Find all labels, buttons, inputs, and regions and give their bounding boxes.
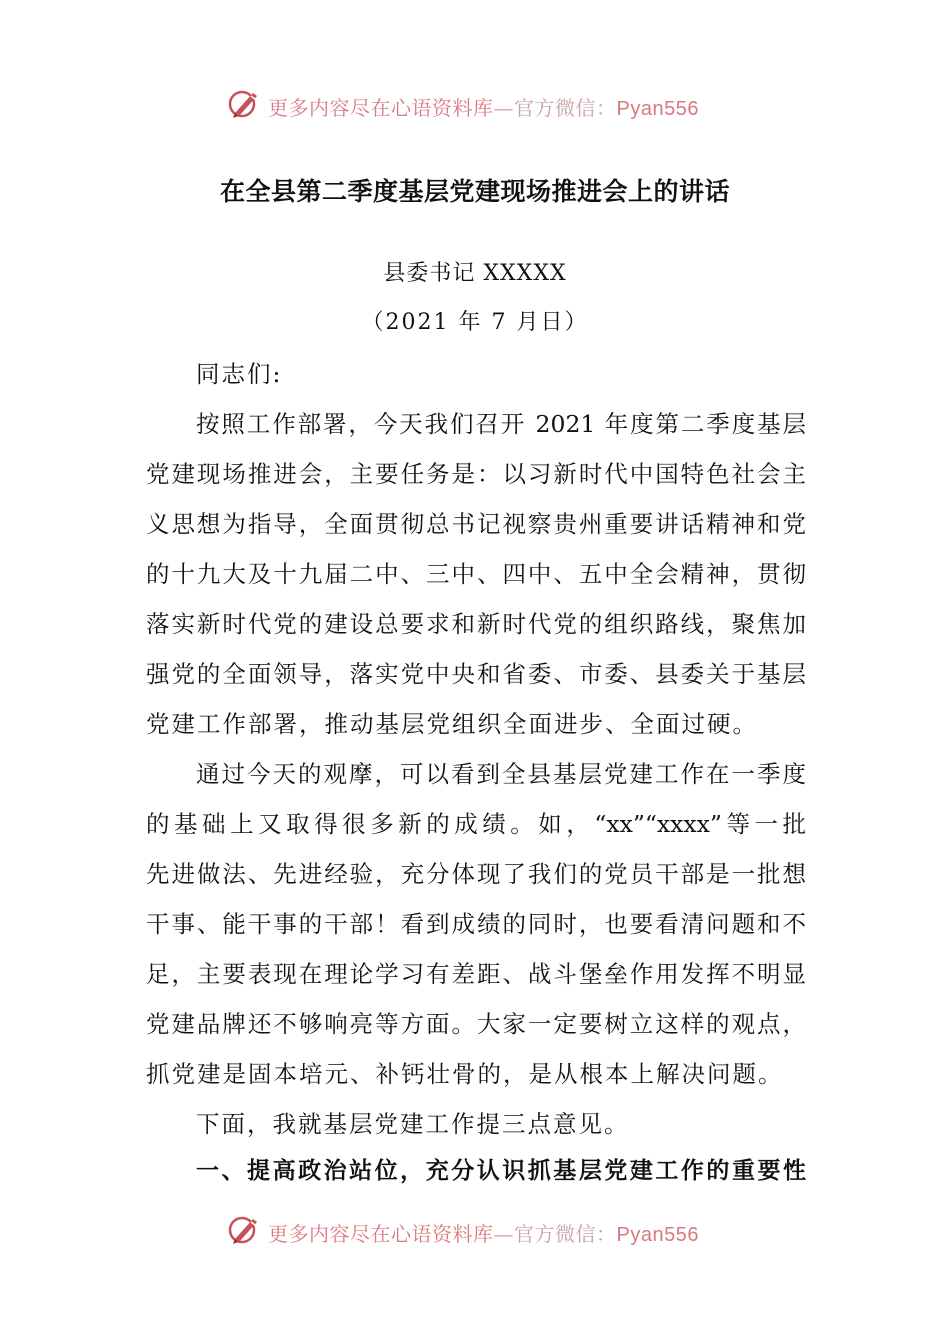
paragraph-line: 足，主要表现在理论学习有差距、战斗堡垒作用发挥不明显 <box>146 960 806 988</box>
paragraph-line: 强党的全面领导，落实党中央和省委、市委、县委关于基层 <box>146 660 806 688</box>
document-author: 县委书记 XXXXX <box>383 261 567 286</box>
paragraph-line: 抓党建是固本培元、补钙壮骨的，是从根本上解决问题。 <box>146 1060 784 1088</box>
watermark-separator: — <box>493 96 514 120</box>
salutation: 同志们: <box>196 360 283 388</box>
paragraph-line: 下面，我就基层党建工作提三点意见。 <box>196 1110 630 1138</box>
paragraph-line: 义思想为指导，全面贯彻总书记视察贵州重要讲话精神和党 <box>146 510 806 538</box>
watermark-wechat-label: 官方微信： <box>514 1222 617 1246</box>
watermark-text <box>268 1218 699 1247</box>
watermark-wechat-id: Pyan556 <box>616 98 699 120</box>
watermark-wechat-label: 官方微信： <box>514 96 617 120</box>
paragraph-line: 的基础上又取得很多新的成绩。如，“xx”“xxxx”等一批 <box>146 810 806 838</box>
paragraph-line: 党建品牌还不够响亮等方面。大家一定要树立这样的观点， <box>146 1010 806 1038</box>
paragraph-line: 先进做法、先进经验，充分体现了我们的党员干部是一批想 <box>146 860 806 888</box>
document-date: （2021 年 7 月日） <box>361 310 589 335</box>
watermark-banner-bottom <box>0 1212 950 1252</box>
watermark-separator: — <box>493 1222 514 1246</box>
watermark-label: 更多内容尽在心语资料库 <box>268 1222 494 1246</box>
paragraph-line: 党建现场推进会，主要任务是：以习新时代中国特色社会主 <box>146 460 806 488</box>
document-title: 在全县第二季度基层党建现场推进会上的讲话 <box>219 177 730 206</box>
paragraph-line: 党建工作部署，推动基层党组织全面进步、全面过硬。 <box>146 710 758 738</box>
watermark-wechat-id: Pyan556 <box>616 1224 699 1246</box>
watermark-label: 更多内容尽在心语资料库 <box>268 96 494 120</box>
pen-logo-icon <box>227 87 261 121</box>
watermark-text <box>268 92 699 121</box>
pen-logo-icon <box>227 1213 261 1247</box>
paragraph-line: 的十九大及十九届二中、三中、四中、五中全会精神，贯彻 <box>146 560 806 588</box>
watermark-banner-top <box>0 86 950 126</box>
paragraph-line: 通过今天的观摩，可以看到全县基层党建工作在一季度 <box>196 760 806 788</box>
paragraph-line: 落实新时代党的建设总要求和新时代党的组织路线，聚焦加 <box>146 610 806 638</box>
section-heading-1: 一、提高政治站位，充分认识抓基层党建工作的重要性 <box>196 1158 806 1184</box>
paragraph-line: 干事、能干事的干部！看到成绩的同时，也要看清问题和不 <box>146 910 806 938</box>
paragraph-line: 按照工作部署，今天我们召开 2021 年度第二季度基层 <box>196 410 806 438</box>
